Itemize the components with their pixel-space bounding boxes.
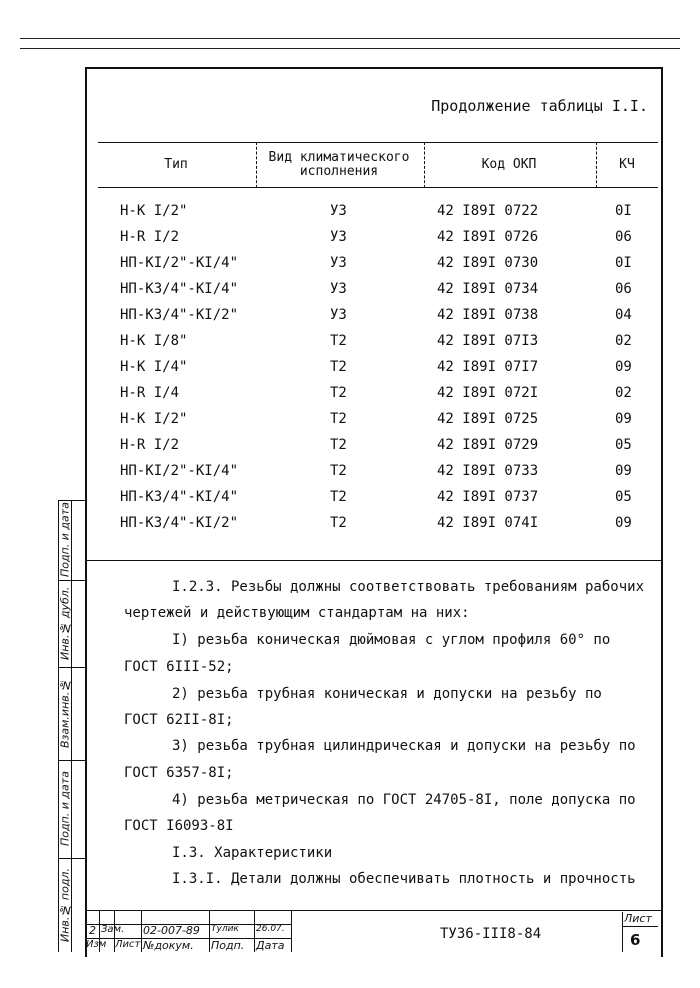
stamp-head-rev: Изм [86, 939, 107, 950]
cell-okp-code: 42 I89I 07I7 [437, 359, 539, 375]
stamp-signature: Тулик [211, 924, 239, 934]
header-divider [256, 142, 257, 188]
cell-okp-code: 42 I89I 0730 [437, 255, 539, 271]
header-divider [424, 142, 425, 188]
table-row [0, 437, 700, 463]
cell-okp-code: 42 I89I 0729 [437, 437, 539, 453]
cell-kch: 06 [615, 229, 632, 245]
text-line: чертежей и действующим стандартам на них: [124, 605, 470, 621]
cell-type: Н-К I/8" [120, 333, 188, 349]
header-okp-code: Код ОКП [481, 157, 537, 172]
cell-okp-code: 42 I89I 07I3 [437, 333, 539, 349]
cell-kch: 05 [615, 489, 632, 505]
cell-climate: У3 [330, 281, 347, 297]
cell-okp-code: 42 I89I 0737 [437, 489, 539, 505]
cell-climate: Т2 [330, 437, 347, 453]
cell-kch: 05 [615, 437, 632, 453]
stamp-notice: 02-007-89 [143, 924, 200, 937]
stamp-col-rule [254, 910, 255, 952]
stamp-head-sheet: Лист [115, 939, 141, 950]
document-number: ТУ36-III8-84 [440, 926, 542, 942]
table-row [0, 385, 700, 411]
stamp-date: 26.07. [256, 924, 285, 934]
cell-type: НП-К3/4"-КI/4" [120, 281, 239, 297]
cell-type: Н-К I/2" [120, 411, 188, 427]
stamp-col-rule [209, 910, 210, 952]
text-line: I.2.3. Резьбы должны соответствовать требованиям рабочих [172, 579, 645, 595]
cell-kch: 02 [615, 333, 632, 349]
cell-okp-code: 42 I89I 0734 [437, 281, 539, 297]
cell-type: НП-К3/4"-КI/2" [120, 515, 239, 531]
cell-kch: 09 [615, 359, 632, 375]
stamp-col-rule [141, 910, 142, 952]
cell-climate: Т2 [330, 411, 347, 427]
cell-kch: 0I [615, 255, 632, 271]
cell-type: Н-К I/4" [120, 359, 188, 375]
table-row [0, 203, 700, 229]
stamp-col-rule [291, 910, 292, 952]
cell-kch: 02 [615, 385, 632, 401]
table-row [0, 489, 700, 515]
text-line: I) резьба коническая дюймовая с углом профиля 60° по [172, 632, 611, 648]
cell-kch: 09 [615, 463, 632, 479]
cell-climate: У3 [330, 255, 347, 271]
table-row [0, 359, 700, 385]
gutter-label-sign-date-2: Подп. и дата [58, 502, 72, 578]
cell-kch: 0I [615, 203, 632, 219]
text-line: I.3.I. Детали должны обеспечивать плотность и прочность [172, 871, 636, 887]
header-type: Тип [164, 157, 188, 172]
table-continuation-title: Продолжение таблицы I.I. [431, 97, 648, 115]
cell-climate: Т2 [330, 515, 347, 531]
table-row [0, 255, 700, 281]
cell-kch: 09 [615, 411, 632, 427]
stamp-rev: 2 [89, 924, 96, 937]
cell-kch: 04 [615, 307, 632, 323]
cell-climate: Т2 [330, 359, 347, 375]
top-rule-2 [20, 48, 680, 49]
text-line: ГОСТ I6093-8I [124, 818, 234, 834]
stamp-change: Зам. [101, 924, 125, 935]
top-rule [20, 38, 680, 39]
sheet-box-rule [622, 926, 658, 927]
gutter-label-orig-inv: Инв.№ подл. [58, 868, 72, 942]
table-row [0, 229, 700, 255]
cell-okp-code: 42 I89I 0733 [437, 463, 539, 479]
stamp-head-doc: №докум. [143, 939, 194, 952]
cell-climate: Т2 [330, 463, 347, 479]
header-climate: Вид климатического исполнения [268, 150, 410, 179]
cell-type: НП-К3/4"-КI/4" [120, 489, 239, 505]
cell-type: НП-К3/4"-КI/2" [120, 307, 239, 323]
text-line: 2) резьба трубная коническая и допуски на резьбу по [172, 686, 602, 702]
cell-okp-code: 42 I89I 0722 [437, 203, 539, 219]
table-row [0, 333, 700, 359]
text-line: 4) резьба метрическая по ГОСТ 24705-8I, поле допуска по [172, 792, 636, 808]
cell-climate: У3 [330, 307, 347, 323]
gutter-label-dup-inv: Инв.№ дубл. [58, 586, 72, 661]
gutter-label-repl-inv: Взам.инв.№ [58, 678, 72, 749]
cell-type: Н-R I/4 [120, 385, 180, 401]
header-kch: КЧ [619, 157, 635, 172]
cell-okp-code: 42 I89I 0738 [437, 307, 539, 323]
cell-type: НП-КI/2"-КI/4" [120, 463, 239, 479]
table-row [0, 307, 700, 333]
cell-kch: 06 [615, 281, 632, 297]
text-line: ГОСТ 6357-8I; [124, 765, 234, 781]
cell-okp-code: 42 I89I 0726 [437, 229, 539, 245]
cell-okp-code: 42 I89I 0725 [437, 411, 539, 427]
cell-okp-code: 42 I89I 072I [437, 385, 539, 401]
table-header [98, 142, 658, 188]
cell-climate: Т2 [330, 333, 347, 349]
sheet-label: Лист [624, 912, 652, 925]
cell-climate: У3 [330, 229, 347, 245]
cell-climate: Т2 [330, 385, 347, 401]
table-row [0, 411, 700, 437]
cell-type: Н-К I/2" [120, 203, 188, 219]
stamp-head-date: Дата [256, 939, 285, 952]
cell-type: Н-R I/2 [120, 437, 180, 453]
text-line: ГОСТ 62II-8I; [124, 712, 234, 728]
cell-type: НП-КI/2"-КI/4" [120, 255, 239, 271]
table-row [0, 463, 700, 489]
table-row [0, 515, 700, 541]
cell-type: Н-R I/2 [120, 229, 180, 245]
text-line: 3) резьба трубная цилиндрическая и допуски на резьбу по [172, 738, 636, 754]
text-line: ГОСТ 6III-52; [124, 659, 234, 675]
stamp-top-rule [85, 910, 661, 911]
header-divider [596, 142, 597, 188]
stamp-head-sign: Подп. [211, 939, 245, 952]
text-line: I.3. Характеристики [172, 845, 333, 861]
cell-climate: Т2 [330, 489, 347, 505]
sheet-number: 6 [630, 931, 641, 949]
gutter-label-sign-date: Подп. и дата [58, 771, 72, 847]
cell-climate: У3 [330, 203, 347, 219]
table-row [0, 281, 700, 307]
table-bottom-rule [85, 560, 661, 561]
cell-okp-code: 42 I89I 074I [437, 515, 539, 531]
cell-kch: 09 [615, 515, 632, 531]
